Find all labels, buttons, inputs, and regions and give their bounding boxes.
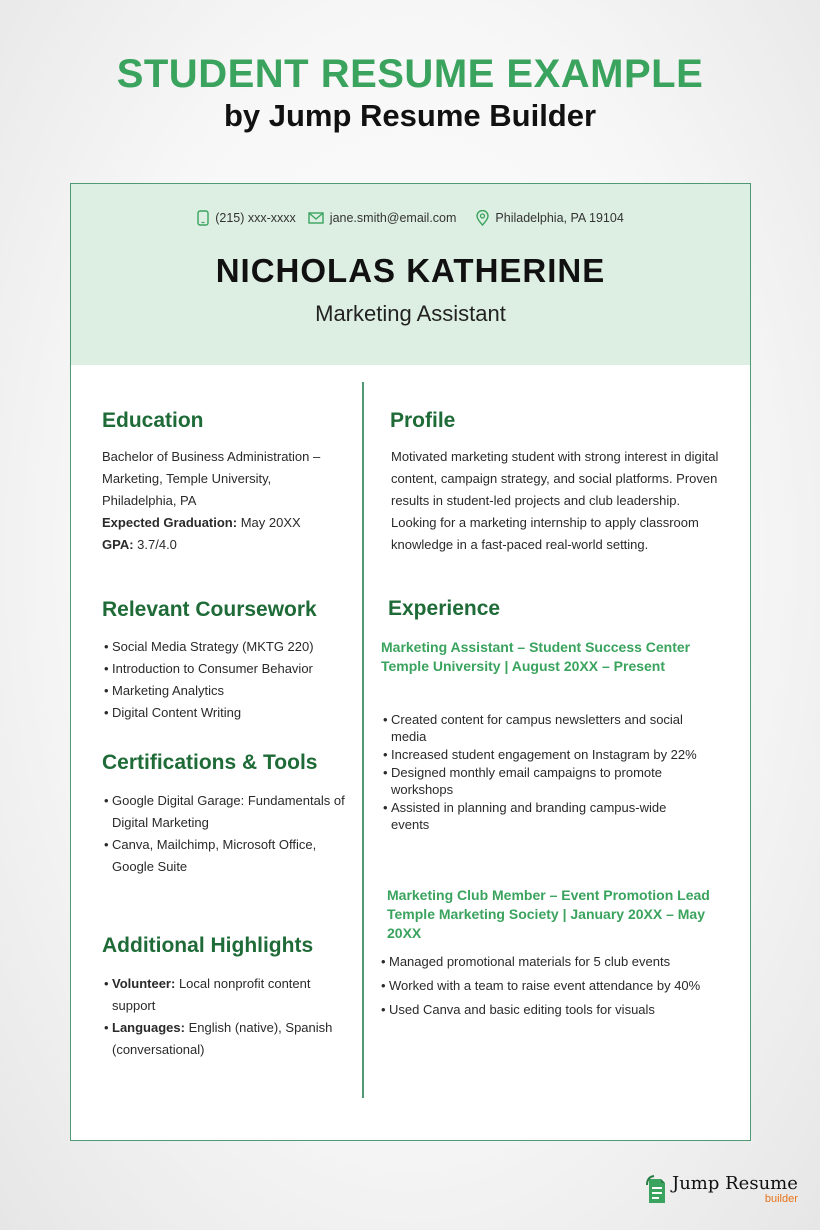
jump-resume-logo-icon xyxy=(646,1175,668,1205)
education-details xyxy=(102,446,352,556)
education-graduation xyxy=(102,512,352,534)
brand-text xyxy=(672,1175,798,1205)
education-gpa xyxy=(102,534,352,556)
page-title: STUDENT RESUME EXAMPLE xyxy=(116,52,704,96)
phone-icon xyxy=(197,210,209,226)
contact-phone xyxy=(197,210,296,226)
coursework-list xyxy=(102,636,357,724)
column-divider xyxy=(362,382,364,1098)
list-item xyxy=(102,973,342,1017)
graduation-value: May 20XX xyxy=(237,515,301,530)
certifications-heading: Certifications & Tools xyxy=(102,751,318,774)
languages-value: English (native), Spanish (conversational) xyxy=(112,1020,333,1057)
highlights-list xyxy=(102,973,342,1061)
resume-header xyxy=(71,184,750,365)
certifications-list xyxy=(102,790,354,878)
highlights-heading: Additional Highlights xyxy=(102,934,314,957)
list-item: • Digital Content Writing xyxy=(102,702,357,724)
contact-email xyxy=(308,211,457,225)
page-subtitle: by Jump Resume Builder xyxy=(223,98,597,133)
phone-text: (215) xxx-xxxx xyxy=(215,211,296,225)
list-item: • Increased student engagement on Instagram by 22% xyxy=(381,746,701,763)
location-text: Philadelphia, PA 19104 xyxy=(495,211,624,225)
education-heading: Education xyxy=(102,409,204,432)
brand-sub: builder xyxy=(764,1193,798,1205)
list-item: • Managed promotional materials for 5 club events xyxy=(379,950,739,974)
job-1-bullets xyxy=(381,711,701,834)
location-pin-icon xyxy=(476,210,489,226)
brand-logo xyxy=(646,1175,798,1205)
coursework-heading: Relevant Coursework xyxy=(102,598,317,621)
list-item xyxy=(102,1017,342,1061)
list-item: • Created content for campus newsletters and social media xyxy=(381,711,701,745)
education-degree-line3: Philadelphia, PA xyxy=(102,493,197,508)
list-item: • Assisted in planning and branding campus-wide events xyxy=(381,799,701,833)
education-degree: Bachelor of Business Administration – xyxy=(102,449,321,464)
languages-label: Languages: xyxy=(112,1020,185,1035)
email-text: jane.smith@email.com xyxy=(329,211,457,225)
list-item: • Marketing Analytics xyxy=(102,680,357,702)
list-item: • Used Canva and basic editing tools for visuals xyxy=(379,998,739,1022)
volunteer-value: Local nonprofit content support xyxy=(112,976,311,1013)
list-item: • Designed monthly email campaigns to promote workshops xyxy=(381,764,701,798)
list-item: • Google Digital Garage: Fundamentals of Digital Marketing xyxy=(102,790,354,834)
education-degree-line2: Marketing, Temple University, xyxy=(102,471,272,486)
profile-heading: Profile xyxy=(390,409,456,432)
candidate-job-title: Marketing Assistant xyxy=(315,301,506,326)
profile-text: Motivated marketing student with strong interest in digital content, campaign strategy, and social platforms. Proven results in student-led projects and club leadership. Looking for a marketing internship to apply classroom knowledge in a fast-paced real-world setting. xyxy=(391,449,719,552)
mail-icon xyxy=(308,212,324,224)
contact-location xyxy=(476,210,623,226)
volunteer-label: Volunteer: xyxy=(112,976,176,991)
resume-card xyxy=(70,183,751,1141)
graduation-label: Expected Graduation: xyxy=(102,515,238,530)
list-item: • Social Media Strategy (MKTG 220) xyxy=(102,636,357,658)
candidate-name: NICHOLAS KATHERINE xyxy=(215,252,606,289)
brand-name: Jump Resume xyxy=(672,1173,798,1194)
job-2-title: Marketing Club Member – Event Promotion Lead Temple Marketing Society | January 20XX – May 20XX xyxy=(387,887,710,941)
experience-heading: Experience xyxy=(388,597,501,620)
job-2-bullets xyxy=(379,950,739,1022)
gpa-value: 3.7/4.0 xyxy=(133,537,177,552)
gpa-label: GPA: xyxy=(102,537,134,552)
list-item: • Introduction to Consumer Behavior xyxy=(102,658,357,680)
contact-row xyxy=(71,210,750,226)
list-item: • Worked with a team to raise event attendance by 40% xyxy=(379,974,739,998)
list-item: • Canva, Mailchimp, Microsoft Office, Google Suite xyxy=(102,834,354,878)
job-1-title: Marketing Assistant – Student Success Center Temple University | August 20XX – Present xyxy=(381,639,691,674)
